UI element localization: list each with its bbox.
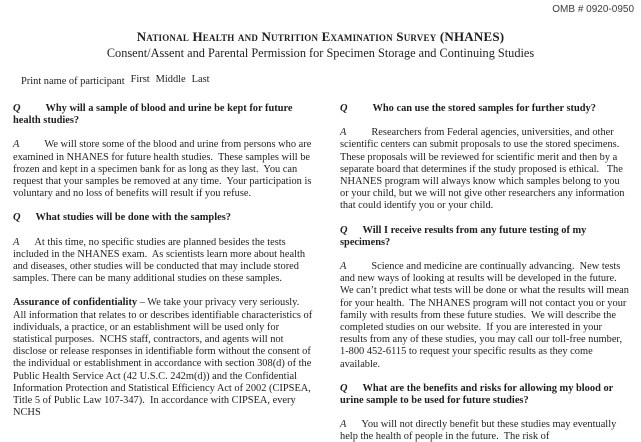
answer-marker: A: [340, 127, 347, 139]
question-marker: Q: [340, 382, 348, 394]
form-subtitle: Consent/Assent and Parental Permission for Specimen Storage and Continuing Studies: [106, 46, 535, 60]
answer-text: We will store some of the blood and urine from persons who are examined in NHANES for future health studies. These samples will be frozen and kept in a specimen bank for as long as they last. You can request that your samples be removed at any time. Your participation is voluntary and no loss of benefits will result if you refuse.: [13, 139, 314, 200]
question-text: Who can use the stored samples for further study?: [372, 103, 596, 114]
question-text: Will I receive results from any future testing of my specimens?: [340, 224, 589, 248]
omb-number: OMB # 0920-0950: [552, 4, 634, 15]
question-text: What studies will be done with the samples?: [35, 212, 231, 224]
assurance-paragraph: [13, 297, 316, 419]
participant-name-label: Print name of participant: [21, 76, 125, 87]
answer-text: At this time, no specific studies are planned besides the tests included in the NHANES exam. As scientists learn more about health and diseases, other studies will be conducted that may include stored samples. There can be many additional studies on these samples.: [13, 236, 308, 285]
answer-marker: A: [13, 139, 20, 151]
answer-marker: A: [340, 419, 347, 431]
right-column: [340, 103, 630, 442]
question-marker: Q: [340, 224, 348, 236]
answer-text: Researchers from Federal agencies, universities, and other scientific centers can submit proposals to use the stored specimens. These proposals will be reviewed for scientific merit and then by a separate board that determines if the study proposed is ethical. The NHANES program will always know which samples belong to you or your child, but we will not give other researchers any information that could identify you or your child.: [340, 127, 628, 212]
form-title: National Health and Nutrition Examination Survey (NHANES): [136, 29, 505, 44]
name-field-middle-label: Middle: [155, 74, 186, 85]
question-text: Why will a sample of blood and urine be kept for future health studies?: [13, 103, 296, 127]
assurance-text: – We take your privacy very seriously. All information that relates to or describes identifiable characteristics of individuals, a practice, or an establishment will be used only for statistical purposes. NCHS staff, contractors, and agents will not disclose or release responses in identifiable form without the consent of the individual or establishment in accordance with section 308(d) of the Public Health Service Act (42 U.S.C. 242m(d)) and the Confidential Information Protection and Statistical Efficiency Act of 2002 (CIPSEA, Title 5 of Public Law 107-347). In accordance with CIPSEA, every NCHS: [13, 297, 315, 419]
answer-paragraph: [340, 127, 630, 212]
question-paragraph: [13, 212, 316, 224]
question-paragraph: [340, 383, 630, 407]
name-field-last: [192, 74, 210, 85]
answer-text: Science and medicine are continually advancing. New tests and new ways of looking at results will be developed in the future. We can’t predict what tests will be done or what the results will mean for your health. The NHANES program will not contact you or your family with results from these future studies. We will describe the completed studies on our website. If you are interested in your results from any of these studies, you may call our toll-free number, 1-800 452-6115 to request your specific results as they come available.: [340, 261, 632, 370]
answer-marker: A: [13, 236, 20, 248]
answer-paragraph: [340, 261, 630, 371]
answer-marker: A: [340, 261, 347, 273]
question-marker: Q: [340, 103, 348, 114]
question-marker: Q: [13, 103, 21, 114]
participant-name-row: [21, 74, 641, 87]
question-marker: Q: [13, 212, 21, 224]
answer-text: You will not directly benefit but these studies may eventually help the health of people in the future. The risk of: [340, 419, 619, 442]
answer-paragraph: [340, 419, 630, 442]
left-column: [13, 103, 316, 442]
question-paragraph: [340, 225, 630, 249]
answer-paragraph: [13, 237, 316, 286]
question-paragraph: [340, 103, 630, 115]
name-field-first: [131, 74, 150, 85]
answer-paragraph: [13, 139, 316, 200]
question-paragraph: [13, 103, 316, 127]
name-field-first-label: First: [130, 74, 150, 85]
assurance-lead: Assurance of confidentiality: [13, 297, 138, 309]
name-field-middle: [156, 74, 186, 85]
question-text: What are the benefits and risks for allowing my blood or urine sample to be used for future studies?: [340, 382, 616, 407]
name-field-last-label: Last: [191, 74, 210, 85]
two-column-body: [13, 103, 641, 442]
